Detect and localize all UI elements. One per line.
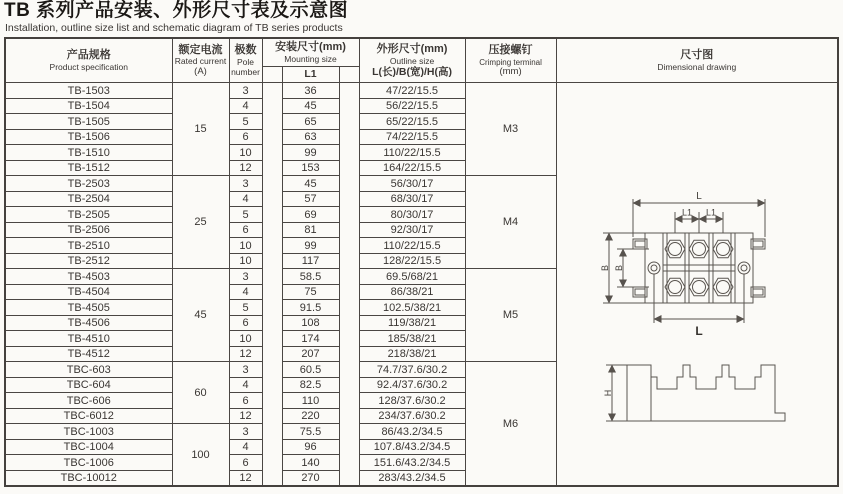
mounting-channel-right — [339, 253, 359, 269]
col-header-outline-size — [359, 38, 465, 83]
dim-label-b-inner: B — [613, 265, 624, 272]
mounting-channel-right — [339, 191, 359, 207]
terminal-body — [645, 233, 753, 303]
mounting-channel-right — [339, 114, 359, 130]
cell-outline-size: 69.5/68/21 — [359, 269, 465, 285]
mounting-channel-right — [339, 222, 359, 238]
mounting-channel-right — [339, 362, 359, 378]
cell-pole-number: 10 — [229, 331, 262, 347]
cell-mounting-l1: 81 — [282, 222, 339, 238]
cell-rated-current: 100 — [172, 424, 229, 487]
mounting-channel-right — [339, 470, 359, 486]
cell-product-model: TB-4510 — [5, 331, 172, 347]
mounting-channel-left — [262, 269, 282, 285]
header-mounting-zh: 安装尺寸(mm) — [275, 41, 346, 54]
mounting-channel-left — [262, 253, 282, 269]
mounting-channel-right — [339, 176, 359, 192]
col-header-crimping-terminal — [465, 38, 556, 83]
cell-mounting-l1: 220 — [282, 408, 339, 424]
mounting-channel-left — [262, 393, 282, 409]
cell-mounting-l1: 96 — [282, 439, 339, 455]
cell-outline-size: 56/30/17 — [359, 176, 465, 192]
mounting-channel-left — [262, 129, 282, 145]
cell-mounting-l1: 57 — [282, 191, 339, 207]
header-crimping-unit: (mm) — [499, 65, 522, 77]
header-crimping-zh: 压接螺钉 — [488, 44, 533, 56]
cell-outline-size: 92/30/17 — [359, 222, 465, 238]
cell-mounting-l1: 69 — [282, 207, 339, 223]
cell-outline-size: 234/37.6/30.2 — [359, 408, 465, 424]
mounting-channel-right — [339, 145, 359, 161]
cell-outline-size: 164/22/15.5 — [359, 160, 465, 176]
mounting-channel-right — [339, 160, 359, 176]
header-product-en: Product specification — [49, 61, 128, 72]
col-header-mounting-size — [262, 38, 359, 67]
cell-product-model: TB-4504 — [5, 284, 172, 300]
mounting-channel-left — [262, 377, 282, 393]
cell-pole-number: 5 — [229, 114, 262, 130]
header-drawing-en: Dimensional drawing — [657, 61, 737, 72]
cell-product-model: TBC-6012 — [5, 408, 172, 424]
cell-outline-size: 119/38/21 — [359, 315, 465, 331]
cell-product-model: TB-1510 — [5, 145, 172, 161]
cell-outline-size: 110/22/15.5 — [359, 238, 465, 254]
mounting-channel-right — [339, 377, 359, 393]
cell-product-model: TB-1504 — [5, 98, 172, 114]
cell-crimping-terminal: M4 — [465, 176, 556, 269]
cell-pole-number: 4 — [229, 191, 262, 207]
cell-outline-size: 218/38/21 — [359, 346, 465, 362]
cell-mounting-l1: 65 — [282, 114, 339, 130]
mounting-channel-right — [339, 393, 359, 409]
dimensional-drawing-cell — [556, 83, 838, 487]
table-row — [5, 83, 838, 99]
cell-pole-number: 3 — [229, 424, 262, 440]
cell-product-model: TB-1512 — [5, 160, 172, 176]
cell-pole-number: 6 — [229, 315, 262, 331]
product-spec-table — [4, 37, 839, 487]
header-pole-en1: Pole — [236, 57, 254, 68]
header-outline-zh: 外形尺寸(mm) — [376, 42, 448, 55]
terminal-block-top-view — [597, 179, 797, 339]
header-outline-en: Outline size — [389, 55, 435, 66]
mounting-channel-right — [339, 238, 359, 254]
cell-outline-size: 128/37.6/30.2 — [359, 393, 465, 409]
cell-outline-size: 74/22/15.5 — [359, 129, 465, 145]
page-subtitle: Installation, outline size list and schematic diagram of TB series products — [5, 21, 343, 34]
mounting-channel-left — [262, 408, 282, 424]
mounting-channel-right — [339, 439, 359, 455]
mounting-channel-left — [262, 222, 282, 238]
cell-pole-number: 3 — [229, 176, 262, 192]
cell-outline-size: 107.8/43.2/34.5 — [359, 439, 465, 455]
cell-pole-number: 6 — [229, 393, 262, 409]
mounting-channel-left — [262, 238, 282, 254]
cell-mounting-l1: 60.5 — [282, 362, 339, 378]
mounting-channel-left — [262, 191, 282, 207]
mounting-channel-right — [339, 331, 359, 347]
cell-mounting-l1: 82.5 — [282, 377, 339, 393]
col-header-dimensional-drawing — [556, 38, 838, 83]
cell-pole-number: 4 — [229, 98, 262, 114]
mounting-channel-right — [339, 300, 359, 316]
cell-mounting-l1: 99 — [282, 145, 339, 161]
mounting-channel-right — [339, 207, 359, 223]
mounting-channel-left — [262, 207, 282, 223]
cell-product-model: TBC-606 — [5, 393, 172, 409]
cell-crimping-terminal: M5 — [465, 269, 556, 362]
cell-product-model: TB-2503 — [5, 176, 172, 192]
cell-rated-current: 25 — [172, 176, 229, 269]
cell-outline-size: 185/38/21 — [359, 331, 465, 347]
cell-pole-number: 10 — [229, 238, 262, 254]
cell-outline-size: 65/22/15.5 — [359, 114, 465, 130]
cell-outline-size: 110/22/15.5 — [359, 145, 465, 161]
cell-pole-number: 3 — [229, 269, 262, 285]
cell-product-model: TB-4505 — [5, 300, 172, 316]
cell-outline-size: 128/22/15.5 — [359, 253, 465, 269]
mounting-channel-right — [339, 455, 359, 471]
cell-pole-number: 3 — [229, 362, 262, 378]
cell-mounting-l1: 75 — [282, 284, 339, 300]
dim-label-h: H — [603, 390, 614, 397]
header-mounting-en: Mounting size — [284, 53, 337, 64]
cell-pole-number: 12 — [229, 408, 262, 424]
cell-outline-size: 74.7/37.6/30.2 — [359, 362, 465, 378]
header-rated-unit: (A) — [194, 66, 207, 78]
cell-pole-number: 6 — [229, 129, 262, 145]
cell-rated-current: 60 — [172, 362, 229, 424]
cell-outline-size: 283/43.2/34.5 — [359, 470, 465, 486]
cell-mounting-l1: 174 — [282, 331, 339, 347]
cell-product-model: TB-2512 — [5, 253, 172, 269]
cell-pole-number: 4 — [229, 377, 262, 393]
mounting-channel-right — [339, 83, 359, 99]
col-header-rated-current — [172, 38, 229, 83]
mounting-channel-left — [262, 439, 282, 455]
mounting-channel-left — [262, 300, 282, 316]
mounting-channel-right — [339, 408, 359, 424]
cell-product-model: TBC-603 — [5, 362, 172, 378]
mounting-channel-left — [262, 83, 282, 99]
cell-product-model: TB-4512 — [5, 346, 172, 362]
cell-product-model: TB-2505 — [5, 207, 172, 223]
cell-mounting-l1: 75.5 — [282, 424, 339, 440]
page-title: TB 系列产品安装、外形尺寸表及示意图 — [4, 0, 349, 21]
dim-label-l-top: L — [695, 191, 702, 203]
cell-crimping-terminal: M3 — [465, 83, 556, 176]
cell-mounting-l1: 110 — [282, 393, 339, 409]
cell-product-model: TB-2506 — [5, 222, 172, 238]
cell-pole-number: 12 — [229, 160, 262, 176]
mounting-channel-left — [262, 315, 282, 331]
cell-pole-number: 4 — [229, 439, 262, 455]
dim-label-l1-left: L1 — [681, 207, 692, 218]
header-pole-en2: number — [231, 66, 260, 77]
cell-outline-size: 92.4/37.6/30.2 — [359, 377, 465, 393]
cell-pole-number: 6 — [229, 222, 262, 238]
cell-mounting-l1: 108 — [282, 315, 339, 331]
mounting-channel-left — [262, 114, 282, 130]
mounting-channel-header-left — [262, 67, 282, 83]
cell-pole-number: 6 — [229, 455, 262, 471]
cell-product-model: TB-4503 — [5, 269, 172, 285]
header-rated-en: Rated current — [174, 56, 227, 67]
mounting-channel-left — [262, 284, 282, 300]
mounting-channel-right — [339, 269, 359, 285]
mounting-channel-right — [339, 284, 359, 300]
dim-label-l1-right: L1 — [705, 207, 716, 218]
col-header-l1: L1 — [282, 67, 339, 83]
mounting-channel-left — [262, 424, 282, 440]
header-pole-zh: 极数 — [234, 44, 257, 57]
mounting-channel-left — [262, 145, 282, 161]
col-header-pole-number — [229, 38, 262, 83]
cell-product-model: TB-1503 — [5, 83, 172, 99]
cell-mounting-l1: 45 — [282, 98, 339, 114]
mounting-channel-right — [339, 346, 359, 362]
cell-outline-size: 80/30/17 — [359, 207, 465, 223]
cell-mounting-l1: 91.5 — [282, 300, 339, 316]
cell-product-model: TB-1506 — [5, 129, 172, 145]
mounting-channel-left — [262, 98, 282, 114]
header-product-zh: 产品规格 — [66, 49, 111, 62]
header-drawing-zh: 尺寸图 — [680, 49, 714, 62]
cell-mounting-l1: 140 — [282, 455, 339, 471]
cell-pole-number: 5 — [229, 300, 262, 316]
cell-product-model: TB-2510 — [5, 238, 172, 254]
mounting-channel-right — [339, 98, 359, 114]
header-row-1 — [5, 38, 838, 67]
mounting-channel-right — [339, 315, 359, 331]
cell-outline-size: 86/43.2/34.5 — [359, 424, 465, 440]
col-header-product — [5, 38, 172, 83]
mounting-channel-left — [262, 176, 282, 192]
cell-pole-number: 12 — [229, 470, 262, 486]
mounting-channel-right — [339, 424, 359, 440]
cell-outline-size: 102.5/38/21 — [359, 300, 465, 316]
cell-outline-size: 56/22/15.5 — [359, 98, 465, 114]
dim-label-l-bottom: L — [695, 324, 703, 339]
cell-rated-current: 15 — [172, 83, 229, 176]
cell-mounting-l1: 99 — [282, 238, 339, 254]
cell-outline-size: 47/22/15.5 — [359, 83, 465, 99]
header-rated-zh: 额定电流 — [178, 43, 223, 56]
cell-crimping-terminal: M6 — [465, 362, 556, 487]
mounting-channel-header-right — [339, 67, 359, 83]
cell-rated-current: 45 — [172, 269, 229, 362]
cell-mounting-l1: 36 — [282, 83, 339, 99]
header-crimping-en: Crimping terminal — [479, 57, 542, 67]
cell-mounting-l1: 270 — [282, 470, 339, 486]
cell-outline-size: 151.6/43.2/34.5 — [359, 455, 465, 471]
cell-pole-number: 4 — [229, 284, 262, 300]
cell-mounting-l1: 58.5 — [282, 269, 339, 285]
cell-product-model: TBC-604 — [5, 377, 172, 393]
cell-product-model: TBC-1003 — [5, 424, 172, 440]
header-outline-lbh: L(长)/B(宽)/H(高) — [372, 66, 452, 79]
cell-mounting-l1: 117 — [282, 253, 339, 269]
cell-product-model: TB-4506 — [5, 315, 172, 331]
mounting-channel-left — [262, 455, 282, 471]
terminal-block-side-view — [599, 351, 794, 433]
cell-outline-size: 86/38/21 — [359, 284, 465, 300]
mounting-channel-left — [262, 470, 282, 486]
cell-product-model: TBC-10012 — [5, 470, 172, 486]
cell-mounting-l1: 45 — [282, 176, 339, 192]
cell-mounting-l1: 63 — [282, 129, 339, 145]
cell-mounting-l1: 153 — [282, 160, 339, 176]
cell-pole-number: 5 — [229, 207, 262, 223]
dimensional-drawing — [557, 83, 837, 433]
cell-pole-number: 10 — [229, 145, 262, 161]
cell-pole-number: 12 — [229, 346, 262, 362]
mounting-channel-right — [339, 129, 359, 145]
cell-product-model: TB-2504 — [5, 191, 172, 207]
dim-label-b-outer: B — [599, 265, 610, 272]
cell-pole-number: 3 — [229, 83, 262, 99]
cell-outline-size: 68/30/17 — [359, 191, 465, 207]
cell-pole-number: 10 — [229, 253, 262, 269]
cell-mounting-l1: 207 — [282, 346, 339, 362]
mounting-channel-left — [262, 331, 282, 347]
cell-product-model: TB-1505 — [5, 114, 172, 130]
cell-product-model: TBC-1004 — [5, 439, 172, 455]
cell-product-model: TBC-1006 — [5, 455, 172, 471]
mounting-channel-left — [262, 160, 282, 176]
mounting-channel-left — [262, 346, 282, 362]
mounting-channel-left — [262, 362, 282, 378]
